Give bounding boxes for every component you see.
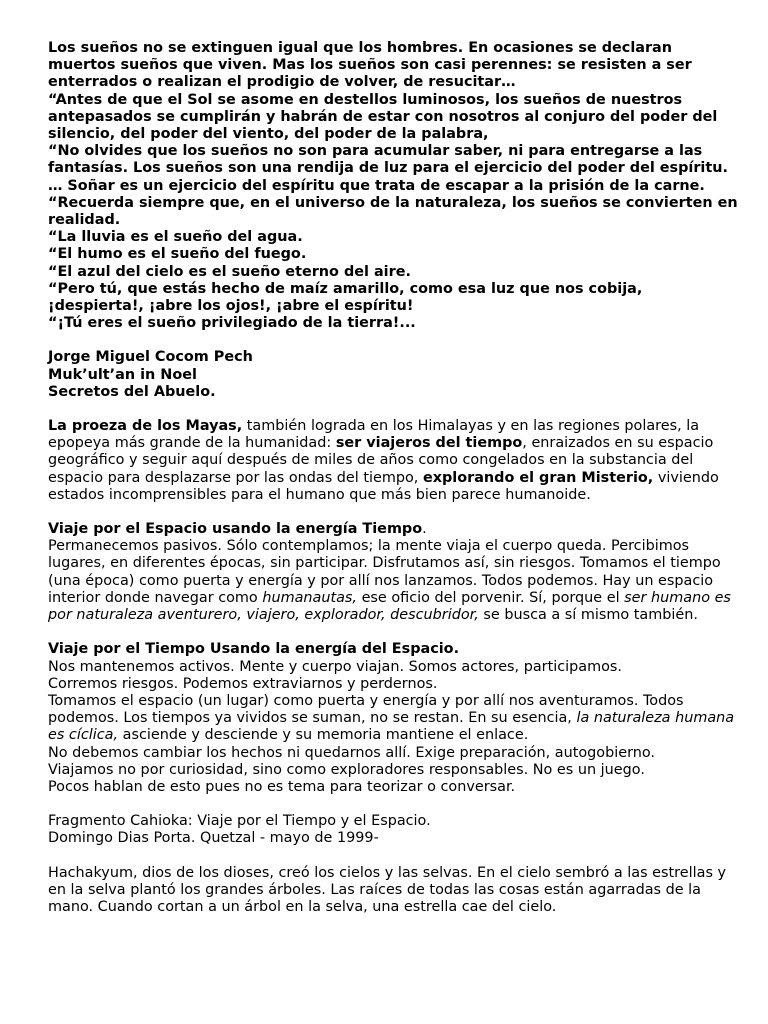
viaje-tiempo-line: No debemos cambiar los hechos ni quedarnos allí. Exige preparación, autogobierno. bbox=[48, 744, 655, 761]
viaje-espacio-paragraph: Permanecemos pasivos. Sólo contemplamos; la mente viaja el cuerpo queda. Percibimos lugares, en diferentes épocas, sin participar. Disfrutamos así, sin riesgos. Tomamos el tiempo (una época) como puerta y energía y por allí nos lanzamos. Todos podemos. Hay un espacio interior donde navegar como humanautas, ese oficio del porvenir. Sí, porque el ser humano es por naturaleza aventurero, viajero, explorador, descubridor, se busca a sí mismo también. bbox=[48, 538, 731, 624]
credits-block bbox=[48, 349, 738, 401]
viaje-espacio-heading: Viaje por el Espacio usando la energía Tiempo. bbox=[48, 521, 427, 538]
fragmento-author: Domingo Dias Porta. Quetzal - mayo de 1999- bbox=[48, 830, 379, 847]
poem-block bbox=[48, 40, 738, 332]
credit-book: Muk’ult’an in Noel bbox=[48, 366, 197, 383]
poem-line: Los sueños no se extinguen igual que los hombres. En ocasiones se declaran muertos sueños que viven. Mas los sueños son casi perennes: se resisten a ser enterrados o realizan el prodigio de volver, de resucitar… bbox=[48, 40, 692, 91]
viaje-tiempo-line: Nos mantenemos activos. Mente y cuerpo viajan. Somos actores, participamos. bbox=[48, 658, 622, 675]
poem-line: … Soñar es un ejercicio del espíritu que trata de escapar a la prisión de la carne. bbox=[48, 177, 705, 194]
poem-line: “El humo es el sueño del fuego. bbox=[48, 246, 307, 263]
proeza-paragraph: La proeza de los Mayas, también lograda en los Himalayas y en las regiones polares, la epopeya más grande de la humanidad: ser viajeros del tiempo, enraizados en su espacio geográfico y seguir aquí después de miles de años como congelados en la substancia del espacio para desplazarse por las ondas del tiempo, explorando el gran Misterio, viviendo estados incomprensibles para el humano que más bien parece humanoide. bbox=[48, 418, 719, 503]
viaje-tiempo-heading: Viaje por el Tiempo Usando la energía del Espacio. bbox=[48, 641, 460, 658]
poem-line: “¡Tú eres el sueño privilegiado de la tierra!... bbox=[48, 315, 416, 332]
poem-line: “Antes de que el Sol se asome en destellos luminosos, los sueños de nuestros antepasados se cumplirán y habrán de estar con nosotros al conjuro del poder del silencio, del poder del viento, del poder de la palabra, bbox=[48, 91, 718, 143]
viaje-tiempo-paragraph: Tomamos el espacio (un lugar) como puerta y energía y por allí nos aventuramos. Todos podemos. Los tiempos ya vividos se suman, no se restan. En su esencia, la naturaleza humana es cíclica, asciende y desciende y su memoria mantiene el enlace. bbox=[48, 692, 735, 744]
poem-line: “Pero tú, que estás hecho de maíz amarillo, como esa luz que nos cobija, ¡despierta!, ¡abre los ojos!, ¡abre el espíritu! bbox=[48, 280, 643, 315]
proeza-lead: La proeza de los Mayas, bbox=[48, 418, 243, 435]
poem-line: “No olvides que los sueños no son para acumular saber, ni para entregarse a las fantasías. Los sueños son una rendija de luz para el ejercicio del poder del espíritu. bbox=[48, 143, 728, 177]
poem-line: “Recuerda siempre que, en el universo de la naturaleza, los sueños se convierten en realidad. bbox=[48, 194, 738, 229]
poem-line: “El azul del cielo es el sueño eterno del aire. bbox=[48, 263, 411, 280]
viaje-tiempo-line: Viajamos no por curiosidad, sino como exploradores responsables. No es un juego. bbox=[48, 761, 645, 778]
credit-subtitle: Secretos del Abuelo. bbox=[48, 383, 216, 400]
credit-author: Jorge Miguel Cocom Pech bbox=[48, 349, 253, 366]
proeza-bold-viajeros: ser viajeros del tiempo bbox=[335, 435, 523, 452]
hachakyum-paragraph: Hachakyum, dios de los dioses, creó los cielos y las selvas. En el cielo sembró a las estrellas y en la selva plantó los grandes árboles. Las raíces de todas las cosas están agarradas de la mano. Cuando cortan a un árbol en la selva, una estrella cae del cielo. bbox=[48, 864, 727, 915]
poem-line: “La lluvia es el sueño del agua. bbox=[48, 229, 303, 246]
proeza-bold-misterio: explorando el gran Misterio, bbox=[422, 469, 654, 486]
viaje-tiempo-line: Corremos riesgos. Podemos extraviarnos y perdernos. bbox=[48, 675, 438, 692]
viaje-tiempo-line: Pocos hablan de esto pues no es tema para teorizar o conversar. bbox=[48, 778, 516, 795]
fragmento-source: Fragmento Cahioka: Viaje por el Tiempo y el Espacio. bbox=[48, 813, 431, 830]
document-page bbox=[48, 40, 738, 916]
